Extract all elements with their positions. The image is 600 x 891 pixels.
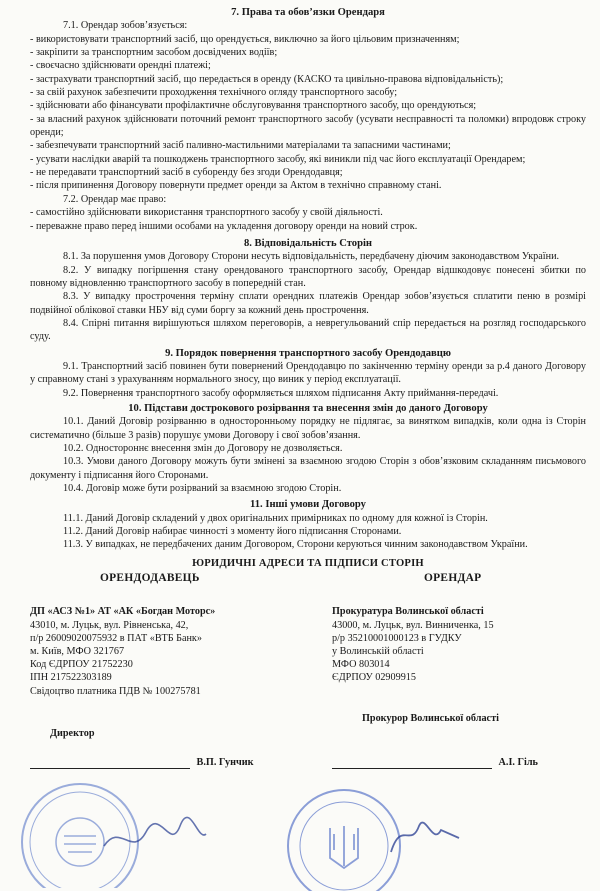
lessee-signature-rule <box>332 768 492 769</box>
lessee-handwritten-signature-icon <box>385 808 465 864</box>
list-item: - своєчасно здійснювати орендні платежі; <box>30 60 211 72</box>
lessee-address-line: ЄДРПОУ 02909915 <box>332 672 416 684</box>
signature-block <box>30 572 586 802</box>
list-item: - здійснювати або фінансувати профілактичне обслуговування транспортного засобу, що орендуються; <box>30 100 477 112</box>
lessee-address-line: р/р 35210001000123 в ГУДКУ <box>332 632 462 644</box>
lessee-signatory: А.І. Гіль <box>498 757 538 769</box>
contract-page <box>30 6 586 802</box>
lessor-address-line: Свідоцтво платника ПДВ № 100275781 <box>30 685 201 697</box>
list-item: - усувати наслідки аварій та пошкоджень транспортного засобу, які виникли під час його експлуатації Орендарем; <box>30 153 526 165</box>
lessee-position: Прокурор Волинської області <box>362 713 499 725</box>
lessor-address-line: Код ЄДРПОУ 21752230 <box>30 659 133 671</box>
lessor-address-line: ІПН 217522303189 <box>30 672 112 684</box>
clause-10-3: 10.3. Умови даного Договору можуть бути змінені за взаємною згодою Сторін з обов’язковим складанням письмового документу і підписання його Сторонами. <box>30 456 586 481</box>
section-9-title: 9. Порядок повернення транспортного засобу Орендодавцю <box>165 347 451 359</box>
lessee-role: ОРЕНДАР <box>424 572 482 585</box>
section-10-title: 10. Підстави дострокового розірвання та внесення змін до даного Договору <box>128 402 488 414</box>
list-item: - закріпити за транспортним засобом досвідчених водіїв; <box>30 47 278 59</box>
list-item: - не передавати транспортний засіб в суборенду без згоди Орендодавця; <box>30 167 343 179</box>
lessor-address-line: 43010, м. Луцьк, вул. Рівненська, 42, <box>30 619 189 631</box>
lessor-signature-line <box>30 756 253 769</box>
lessee-signature-line <box>332 756 538 769</box>
clause-10-1: 10.1. Даний Договір розірванню в односторонньому порядку не підлягає, за винятком випадків, коли одна із Сторін систематично (більше 3 разів) порушує умови Договору і свої зобов’язання. <box>30 416 586 441</box>
lessee-address-line: у Волинській області <box>332 645 424 657</box>
section-8-title: 8. Відповідальність Сторін <box>243 237 373 249</box>
clause-8-3: 8.3. У випадку прострочення терміну сплати орендних платежів Орендар зобов’язується сплатити пеню в розмірі подвійної облікової ставки НБУ від суми боргу за кожний день прострочення. <box>30 291 586 316</box>
list-item: - за свій рахунок забезпечити проходження технічного огляду транспортного засобу; <box>30 87 398 99</box>
clause-10-2: 10.2. Одностороннє внесення змін до Договору не дозволяється. <box>63 443 343 454</box>
legal-addresses-title: ЮРИДИЧНІ АДРЕСИ ТА ПІДПИСИ СТОРІН <box>192 557 424 569</box>
clause-9-1: 9.1. Транспортний засіб повинен бути повернений Орендодавцю по закінченню терміну оренди за р.4 даного Договору у справному стані з урахуванням нормального зносу, що виник у період експлуатації. <box>30 360 586 386</box>
lessee-address-line: МФО 803014 <box>332 659 390 671</box>
clause-11-3: 11.3. У випадках, не передбачених даним Договором, Сторони керуються чинним законодавством України. <box>63 539 528 551</box>
lessor-address-line: м. Київ, МФО 321767 <box>30 645 125 657</box>
lessor-signatory: В.П. Гунчик <box>196 757 254 769</box>
lessee-address-line: 43000, м. Луцьк, вул. Винниченка, 15 <box>332 619 494 631</box>
list-item: - самостійно здійснювати використання транспортного засобу у своїй діяльності. <box>30 207 383 219</box>
section-7-title: 7. Права та обов’язки Орендаря <box>231 7 385 18</box>
clause-8-1: 8.1. За порушення умов Договору Сторони несуть відповідальність, передбачену діючим законодавством України. <box>63 251 560 263</box>
lessee-org: Прокуратура Волинської області <box>332 606 484 618</box>
list-item: - забезпечувати транспортний засіб паливно-мастильними матеріалами та запасними частинами; <box>30 140 451 152</box>
clause-11-1: 11.1. Даний Договір складений у двох оригінальних примірниках по одному для кожної із Сторін. <box>63 512 488 524</box>
list-item: - переважне право перед іншими особами на укладення договору оренди на новий строк. <box>30 220 418 232</box>
lessor-role: ОРЕНДОДАВЕЦЬ <box>100 572 200 585</box>
list-item: - після припинення Договору повернути предмет оренди за Актом в технічно справному стані. <box>30 180 442 192</box>
clause-8-2: 8.2. У випадку погіршення стану орендованого транспортного засобу, Орендар відшкодовує понесені збитки по повному відновленню транспортного засобу в попередній стан. <box>30 264 586 289</box>
clause-8-4: 8.4. Спірні питання вирішуються шляхом переговорів, а неврегульований спір передається на розгляд господарського суду. <box>30 317 586 343</box>
lessor-handwritten-signature-icon <box>100 812 210 862</box>
lessor-org: ДП «АСЗ №1» АТ «АК «Богдан Моторс» <box>30 606 216 618</box>
lessor-address-line: п/р 26009020075932 в ПАТ «ВТБ Банк» <box>30 632 202 644</box>
list-item: - застрахувати транспортний засіб, що передається в оренду (КАСКО та цивільно-правова відповідальність); <box>30 73 504 85</box>
lessor-column <box>30 572 300 769</box>
clause-11-2: 11.2. Даний Договір набирає чинності з моменту його підписання Сторонами. <box>63 526 402 538</box>
list-item: - використовувати транспортний засіб, що орендується, виключно за його цільовим призначенням; <box>30 33 460 45</box>
lessee-column <box>332 572 586 769</box>
clause-10-4: 10.4. Договір може бути розірваний за взаємною згодою Сторін. <box>63 483 342 495</box>
clause-7-2: 7.2. Орендар має право: <box>63 193 167 205</box>
list-item: - за власний рахунок здійснювати поточний ремонт транспортного засобу (усувати несправності та поломки) впродовж строку оренди; <box>30 113 586 139</box>
clause-7-1: 7.1. Орендар зобов’язується: <box>63 20 188 32</box>
lessor-signature-rule <box>30 768 190 769</box>
clause-9-2: 9.2. Повернення транспортного засобу оформляється шляхом підписання Акту приймання-передачі. <box>63 387 499 399</box>
lessor-position: Директор <box>50 728 95 740</box>
section-11-title: 11. Інші умови Договору <box>250 499 366 511</box>
